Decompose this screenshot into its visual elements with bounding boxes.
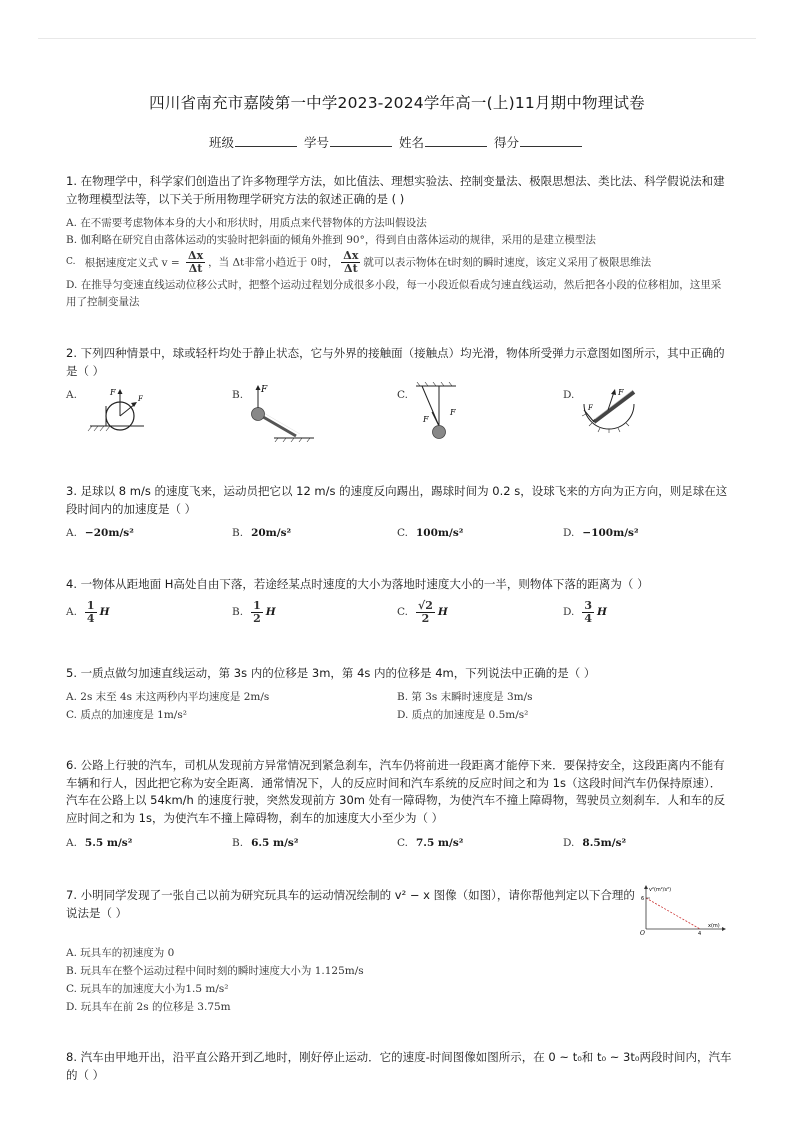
fraction-denominator: 2	[253, 612, 261, 625]
question-3-option-c[interactable]	[397, 526, 463, 541]
name-field-label: 姓名	[398, 135, 424, 150]
fraction-numerator: Δx	[343, 249, 359, 262]
question-2-stem: 2. 下列四种情景中，球或轻杆均处于静止状态，它与外界的接触面（接触点）均光滑，物体所受弹力示意图如图所示，其中正确的是（ ）	[66, 346, 725, 378]
option-label: C.	[397, 527, 408, 539]
svg-text:F: F	[138, 395, 143, 403]
question-4-option-d[interactable]	[563, 600, 607, 625]
graph-y-intercept: 6	[641, 896, 645, 902]
question-5-option-c[interactable]: C. 质点的加速度是 1m/s²	[66, 709, 187, 721]
velocity-definition-fraction	[186, 250, 205, 275]
fraction-numerator: √2	[418, 599, 433, 612]
graph-x-axis-label: x(m)	[708, 923, 720, 929]
student-id-field-label: 学号	[303, 135, 329, 150]
question-1-stem: 1. 在物理学中，科学家们创造出了许多物理学方法，如比值法、理想实验法、控制变量法、极限思想法、类比法、科学假说法和建立物理模型法等，以下关于所用物理学研究方法的叙述正确的是 ( )	[66, 174, 725, 206]
svg-text:F: F	[588, 404, 593, 412]
option-label: A.	[66, 606, 77, 618]
option-fraction	[251, 600, 263, 625]
score-blank[interactable]	[520, 135, 582, 147]
question-7-v2-x-graph	[638, 883, 732, 941]
question-3-option-d[interactable]	[563, 526, 639, 541]
svg-text:F: F	[423, 415, 429, 424]
question-4-option-b[interactable]	[232, 600, 276, 625]
question-2-option-a-label[interactable]: A.	[66, 389, 77, 401]
fraction-numerator: 1	[86, 599, 95, 612]
option-label: D.	[563, 527, 575, 539]
ratio-fraction	[341, 250, 360, 275]
name-blank[interactable]	[425, 135, 487, 147]
option-value: −100m/s²	[582, 527, 639, 539]
question-2-option-b-label[interactable]: B.	[232, 389, 244, 401]
svg-text:F: F	[110, 388, 116, 397]
option-c-text-pre: 根据速度定义式 v =	[84, 256, 180, 269]
question-6-option-c[interactable]	[397, 836, 463, 851]
option-label: B.	[232, 837, 244, 849]
option-label: A.	[66, 527, 77, 539]
class-blank[interactable]	[235, 135, 297, 147]
fraction-denominator: Δt	[344, 262, 358, 275]
option-label: B.	[232, 606, 244, 618]
option-unit: H	[437, 606, 448, 618]
question-6-stem: 6. 公路上行驶的汽车，司机从发现前方异常情况到紧急刹车，汽车仍将前进一段距离才能停下来．要保持安全，这段距离内不能有车辆和行人，因此把它称为安全距离．通常情况下，人的反应时间和汽车系统的反应时间之和为 1s（这段时间汽车仍保持原速）．汽车在公路上以 54km/h 的速度行驶，突然发现前方 30m 处有一障碍物，为使汽车不撞上障碍物，驾驶员立刻刹车．人和车的反应时间之和为 1s，为使汽车不撞上障碍物，刹车的加速度大小至少为（ ）	[66, 758, 726, 825]
option-value: 6.5 m/s²	[251, 837, 299, 849]
option-label: C.	[397, 606, 408, 618]
question-2-figure-b	[248, 382, 318, 442]
fraction-denominator: Δt	[188, 262, 203, 275]
question-7-option-c[interactable]: C. 玩具车的加速度大小为1.5 m/s²	[66, 983, 229, 995]
option-label: C.	[397, 837, 408, 849]
question-1-option-c[interactable]	[66, 250, 651, 275]
fraction-numerator: 3	[584, 599, 593, 612]
question-1-option-a[interactable]: A. 在不需要考虑物体本身的大小和形状时，用质点来代替物体的方法叫假设法	[66, 217, 427, 229]
question-2-figure-d	[578, 384, 640, 442]
option-label: D.	[563, 606, 575, 618]
fraction-numerator: 1	[253, 599, 261, 612]
question-5-option-a[interactable]: A. 2s 末至 4s 末这两秒内平均速度是 2m/s	[66, 691, 270, 703]
question-2-figure-a	[86, 384, 148, 438]
question-1-option-d[interactable]: D. 在推导匀变速直线运动位移公式时，把整个运动过程划分成很多小段，每一小段近似看成匀速直线运动，然后把各小段的位移相加，这里采用了控制变量法	[66, 279, 722, 308]
question-3-option-a[interactable]	[66, 526, 134, 541]
option-c-label: C.	[66, 257, 76, 267]
graph-x-intercept: 4	[698, 931, 702, 937]
score-field-label: 得分	[493, 135, 519, 150]
option-value: 8.5m/s²	[582, 837, 627, 849]
svg-text:F: F	[261, 385, 268, 395]
option-value: 7.5 m/s²	[416, 837, 464, 849]
question-7-option-a[interactable]: A. 玩具车的初速度为 0	[66, 947, 175, 959]
question-2-option-d-label[interactable]: D.	[563, 389, 575, 401]
question-3-stem: 3. 足球以 8 m/s 的速度飞来，运动员把它以 12 m/s 的速度反向踢出，踢球时间为 0.2 s，设球飞来的方向为正方向，则足球在这段时间内的加速度是（ ）	[66, 484, 728, 516]
option-label: A.	[66, 837, 77, 849]
option-value: −20m/s²	[84, 527, 134, 539]
fraction-denominator: 2	[421, 612, 430, 625]
option-label: D.	[563, 837, 575, 849]
option-value: 20m/s²	[251, 527, 292, 539]
question-4-option-a[interactable]	[66, 600, 110, 625]
option-unit: H	[597, 606, 607, 618]
student-id-blank[interactable]	[330, 135, 392, 147]
option-c-text-post: 就可以表示物体在t时刻的瞬时速度，该定义采用了极限思维法	[363, 256, 652, 269]
question-2-figure-c	[410, 382, 470, 444]
option-c-text-mid: ，当 Δt非常小趋近于 0时，	[208, 256, 339, 269]
option-fraction	[85, 600, 97, 625]
option-value: 100m/s²	[416, 527, 464, 539]
option-label: B.	[232, 527, 244, 539]
question-5-option-b[interactable]: B. 第 3s 末瞬时速度是 3m/s	[397, 691, 533, 703]
question-8-stem: 8. 汽车由甲地开出，沿平直公路开到乙地时，刚好停止运动．它的速度-时间图像如图所示，在 0 ~ t₀和 t₀ ~ 3t₀两段时间内，汽车的（ ）	[66, 1050, 732, 1082]
question-5-stem: 5. 一质点做匀加速直线运动，第 3s 内的位移是 3m，第 4s 内的位移是 4m，下列说法中正确的是（ ）	[66, 666, 596, 680]
question-4-stem: 4. 一物体从距地面 H高处自由下落，若途经某点时速度的大小为落地时速度大小的一半，则物体下落的距离为（ ）	[66, 577, 649, 591]
question-7-option-d[interactable]: D. 玩具车在前 2s 的位移是 3.75m	[66, 1001, 231, 1013]
question-6-option-a[interactable]	[66, 836, 132, 851]
fraction-numerator: Δx	[188, 249, 204, 262]
graph-origin: O	[640, 930, 645, 937]
option-fraction	[416, 600, 435, 625]
exam-title: 四川省南充市嘉陵第一中学2023-2024学年高一(上)11月期中物理试卷	[149, 94, 645, 112]
student-info-line	[0, 133, 794, 151]
question-4-option-c[interactable]	[397, 600, 448, 625]
question-3-option-b[interactable]	[232, 526, 291, 541]
graph-y-axis-label: v²(m²/s²)	[649, 887, 672, 893]
fraction-denominator: 4	[584, 612, 593, 625]
fraction-denominator: 4	[86, 612, 95, 625]
question-1-option-b[interactable]: B. 伽利略在研究自由落体运动的实验时把斜面的倾角外推到 90°，得到自由落体运动的规律，采用的是建立模型法	[66, 234, 596, 246]
class-field-label: 班级	[208, 135, 234, 150]
top-divider	[38, 38, 756, 39]
option-fraction	[582, 600, 594, 625]
question-2-option-c-label[interactable]: C.	[397, 389, 408, 401]
question-5-option-d[interactable]: D. 质点的加速度是 0.5m/s²	[397, 709, 529, 721]
option-value: 5.5 m/s²	[84, 837, 133, 849]
question-6-option-d[interactable]	[563, 836, 626, 851]
svg-text:F: F	[618, 388, 624, 397]
svg-text:F: F	[450, 408, 456, 417]
question-7-stem: 7. 小明同学发现了一张自己以前为研究玩具车的运动情况绘制的 v² − x 图像（如图），请你帮他判定以下合理的说法是（ ）	[66, 888, 635, 920]
option-unit: H	[99, 606, 110, 618]
question-6-option-b[interactable]	[232, 836, 298, 851]
question-7-option-b[interactable]: B. 玩具车在整个运动过程中间时刻的瞬时速度大小为 1.125m/s	[66, 965, 364, 977]
option-unit: H	[265, 606, 276, 618]
